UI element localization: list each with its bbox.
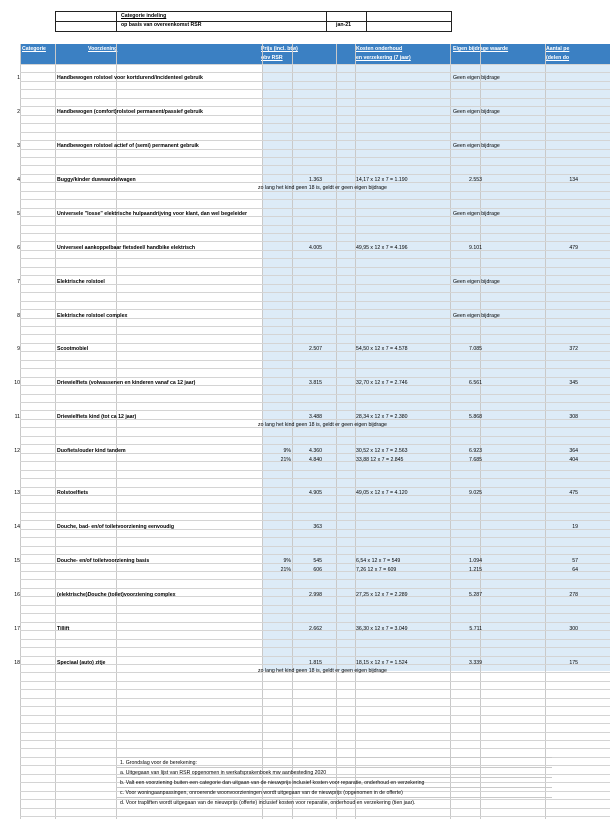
- col-header-voorziening: Voorziening: [88, 46, 118, 52]
- col-header-aantal-sub: (delen do: [546, 55, 570, 61]
- grid-row-line: [20, 284, 610, 285]
- row-aantal: 372: [569, 346, 578, 352]
- row-btw-percentage: 9%: [283, 448, 291, 454]
- row-aantal: 404: [569, 457, 578, 463]
- row-btw-percentage: 21%: [280, 457, 291, 463]
- grid-row-line: [20, 732, 610, 733]
- row-aantal: 300: [569, 626, 578, 632]
- grid-row-line: [20, 715, 610, 716]
- grid-row-line: [20, 292, 610, 293]
- grid-row-line: [20, 537, 610, 538]
- row-eigen-bijdrage-text: Geen eigen bijdrage: [453, 143, 500, 149]
- grid-row-line: [20, 174, 610, 175]
- grid-row-line: [20, 343, 610, 344]
- grid-row-line: [20, 613, 610, 614]
- grid-column-line: [292, 44, 293, 819]
- row-prijs: 4.005: [309, 245, 322, 251]
- grid-row-line: [20, 275, 610, 276]
- row-kosten: 49,05 x 12 x 7 = 4.120: [356, 490, 408, 496]
- row-voorziening: Buggy/kinder duwwandelwagen: [57, 177, 136, 183]
- grid-row-line: [20, 816, 610, 817]
- grid-row-line: [20, 698, 610, 699]
- row-aantal: 278: [569, 592, 578, 598]
- note-line: 1. Grondslag voor de berekening:: [116, 757, 552, 768]
- grid-row-line: [20, 334, 610, 335]
- row-prijs: 606: [313, 567, 322, 573]
- row-voorziening: Speciaal (auto) zitje: [57, 660, 106, 666]
- grid-row-line: [20, 301, 610, 302]
- row-kosten: 54,50 x 12 x 7 = 4.578: [356, 346, 408, 352]
- row-voorziening: Handbewogen (comfort)rolstoel permanent/passief gebruik: [57, 109, 203, 115]
- col-header-kosten: Kosten onderhoud: [356, 46, 403, 52]
- grid-row-line: [20, 478, 610, 479]
- row-eigen-bijdrage: 1.215: [469, 567, 482, 573]
- row-eigen-bijdrage: 5.868: [469, 414, 482, 420]
- grid-row-line: [20, 605, 610, 606]
- grid-column-line: [450, 44, 451, 819]
- row-kosten: 32,70 x 12 x 7 = 2.746: [356, 380, 408, 386]
- grid-row-line: [20, 309, 610, 310]
- row-number: 10: [14, 380, 20, 386]
- grid-row-line: [20, 723, 610, 724]
- row-prijs: 4.360: [309, 448, 322, 454]
- row-eigen-bijdrage: 7.685: [469, 457, 482, 463]
- grid-row-line: [20, 503, 610, 504]
- grid-row-line: [20, 622, 610, 623]
- grid-row-line: [20, 681, 610, 682]
- row-voorziening: Tillift: [57, 626, 70, 632]
- grid-row-line: [20, 740, 610, 741]
- row-aantal: 479: [569, 245, 578, 251]
- row-number: 3: [17, 143, 20, 149]
- row-eigen-bijdrage: 6.561: [469, 380, 482, 386]
- grid-row-line: [20, 436, 610, 437]
- row-number: 16: [14, 592, 20, 598]
- row-voorziening: (elektrische)Douche (toilet)voorziening complex: [57, 592, 176, 598]
- row-aantal: 475: [569, 490, 578, 496]
- row-kosten: 18,15 x 12 x 7 = 1.524: [356, 660, 408, 666]
- row-btw-percentage: 9%: [283, 558, 291, 564]
- row-kosten: 6,54 x 12 x 7 = 549: [356, 558, 401, 564]
- grid-row-line: [20, 165, 610, 166]
- row-kosten: 33,88 12 x 7 = 2.845: [356, 457, 404, 463]
- row-eigen-bijdrage: 6.923: [469, 448, 482, 454]
- row-voorziening: Scootmobiel: [57, 346, 89, 352]
- row-number: 6: [17, 245, 20, 251]
- grid-row-line: [20, 326, 610, 327]
- grid-column-line: [336, 44, 337, 819]
- note-line: c. Voor woningaanpassingen, onroerende woonvoorzieningen wordt uitgegaan van de nieuwprijs (opgenomen in de offerte): [116, 787, 552, 798]
- grid-column-line: [545, 44, 546, 819]
- grid-row-line: [20, 106, 610, 107]
- column-header-row: [20, 44, 610, 64]
- row-eigen-bijdrage: 9.101: [469, 245, 482, 251]
- row-eigen-bijdrage-text: Geen eigen bijdrage: [453, 313, 500, 319]
- row-prijs: 3.488: [309, 414, 322, 420]
- row-voorziening: Douche- en/of toiletvoorziening basis: [57, 558, 150, 564]
- row-number: 5: [17, 211, 20, 217]
- grid-row-line: [20, 394, 610, 395]
- grid-row-line: [20, 258, 610, 259]
- row-voorziening: Elektrische rolstoel: [57, 279, 105, 285]
- grid-row-line: [20, 199, 610, 200]
- row-aantal: 19: [572, 524, 578, 530]
- row-voorziening: Driewielfiets (volwassenen en kinderen vanaf ca 12 jaar): [57, 380, 196, 386]
- row-note: zo lang het kind geen 18 is, geldt er geen eigen bijdrage: [258, 668, 387, 674]
- row-number: 9: [17, 346, 20, 352]
- row-kosten: 14,17 x 12 x 7 = 1.190: [356, 177, 408, 183]
- row-aantal: 345: [569, 380, 578, 386]
- header-date: jan-21: [336, 22, 351, 28]
- row-prijs: 363: [313, 524, 322, 530]
- row-number: 13: [14, 490, 20, 496]
- row-voorziening: Universeel aankoppelbaar fietsdeel/ handbike elektrisch: [57, 245, 196, 251]
- grid-row-line: [20, 377, 610, 378]
- grid-row-line: [20, 123, 610, 124]
- col-header-categorie: Categorie: [22, 46, 46, 52]
- grid-row-line: [20, 208, 610, 209]
- grid-column-line: [116, 44, 117, 819]
- col-header-eigen-bijdrage: Eigen bijdrage waarde: [453, 46, 509, 52]
- row-voorziening: Handbewogen rolstoel voor kortdurend/incidenteel gebruik: [57, 75, 203, 81]
- row-number: 8: [17, 313, 20, 319]
- grid-row-line: [20, 360, 610, 361]
- row-kosten: 7,26 12 x 7 = 609: [356, 567, 397, 573]
- row-eigen-bijdrage: 3.339: [469, 660, 482, 666]
- grid-row-line: [20, 444, 610, 445]
- grid-row-line: [20, 487, 610, 488]
- grid-row-line: [20, 241, 610, 242]
- row-voorziening: Elektrische rolstoel complex: [57, 313, 128, 319]
- row-kosten: 49,95 x 12 x 7 = 4.196: [356, 245, 408, 251]
- grid-row-line: [20, 470, 610, 471]
- col-header-prijs: Prijs (incl. btw): [261, 46, 298, 52]
- grid-row-line: [20, 656, 610, 657]
- row-kosten: 30,52 x 12 x 7 = 2.563: [356, 448, 408, 454]
- grid-column-line: [355, 44, 356, 819]
- grid-row-line: [20, 579, 610, 580]
- row-voorziening: Driewielfiets kind (tot ca 12 jaar): [57, 414, 137, 420]
- grid-row-line: [20, 81, 610, 82]
- grid-row-line: [20, 233, 610, 234]
- note-line: d. Voor trapliften wordt uitgegaan van de nieuwprijs (offerte) inclusief kosten voor reparatie, onderhoud en verzekering (tien jaar).: [116, 797, 552, 808]
- grid-row-line: [20, 706, 610, 707]
- col-header-prijs-sub: obv RSR: [261, 55, 283, 61]
- row-eigen-bijdrage-text: Geen eigen bijdrage: [453, 279, 500, 285]
- row-prijs: 545: [313, 558, 322, 564]
- row-kosten: 27,25 x 12 x 7 = 2.289: [356, 592, 408, 598]
- row-eigen-bijdrage-text: Geen eigen bijdrage: [453, 75, 500, 81]
- col-header-kosten-sub: en verzekering (7 jaar): [356, 55, 411, 61]
- grid-column-line: [262, 44, 263, 819]
- grid-column-line: [480, 44, 481, 819]
- grid-row-line: [20, 588, 610, 589]
- row-kosten: 28,34 x 12 x 7 = 2.380: [356, 414, 408, 420]
- row-eigen-bijdrage-text: Geen eigen bijdrage: [453, 211, 500, 217]
- row-number: 1: [17, 75, 20, 81]
- header-box: [55, 11, 452, 32]
- row-prijs: 2.662: [309, 626, 322, 632]
- grid-row-line: [20, 554, 610, 555]
- row-number: 11: [14, 414, 20, 420]
- row-eigen-bijdrage: 5.287: [469, 592, 482, 598]
- row-eigen-bijdrage: 7.085: [469, 346, 482, 352]
- grid-row-line: [20, 89, 610, 90]
- grid-row-line: [20, 639, 610, 640]
- grid-row-line: [20, 748, 610, 749]
- note-line: a. Uitgegaan van lijst van RSR opgenomen in werkafsprakenboek mw aanbesteding 2020: [116, 767, 552, 778]
- row-prijs: 2.507: [309, 346, 322, 352]
- note-line: b. Valt een voorziening buiten een categorie dan uitgaan van de nieuwprijs inclusief kosten voor reparatie, onderhoud en verzekering: [116, 777, 552, 788]
- row-number: 17: [14, 626, 20, 632]
- row-eigen-bijdrage: 2.553: [469, 177, 482, 183]
- grid-row-line: [20, 410, 610, 411]
- grid-row-line: [20, 647, 610, 648]
- grid-column-line: [20, 44, 21, 819]
- row-number: 15: [14, 558, 20, 564]
- row-prijs: 1.363: [309, 177, 322, 183]
- row-number: 18: [14, 660, 20, 666]
- grid-row-line: [20, 546, 610, 547]
- row-eigen-bijdrage: 5.711: [469, 626, 482, 632]
- grid-row-line: [20, 64, 610, 65]
- row-voorziening: Handbewogen rolstoel actief of (semi) permanent gebruik: [57, 143, 199, 149]
- row-eigen-bijdrage: 1.094: [469, 558, 482, 564]
- grid-row-line: [20, 402, 610, 403]
- row-eigen-bijdrage-text: Geen eigen bijdrage: [453, 109, 500, 115]
- row-number: 4: [17, 177, 20, 183]
- row-number: 7: [17, 279, 20, 285]
- page-title: Categorie indeling: [121, 13, 167, 19]
- grid-row-line: [20, 267, 610, 268]
- row-prijs: 2.998: [309, 592, 322, 598]
- grid-row-line: [20, 132, 610, 133]
- row-aantal: 308: [569, 414, 578, 420]
- row-voorziening: Duofiets/ouder kind tandem: [57, 448, 126, 454]
- row-aantal: 134: [569, 177, 578, 183]
- row-note: zo lang het kind geen 18 is, geldt er geen eigen bijdrage: [258, 422, 387, 428]
- row-aantal: 364: [569, 448, 578, 454]
- row-prijs: 4.905: [309, 490, 322, 496]
- row-number: 14: [14, 524, 20, 530]
- row-btw-percentage: 21%: [280, 567, 291, 573]
- row-voorziening: Douche, bad- en/of toiletvoorziening eenvoudig: [57, 524, 175, 530]
- row-note: zo lang het kind geen 18 is, geldt er geen eigen bijdrage: [258, 185, 387, 191]
- row-prijs: 1.815: [309, 660, 322, 666]
- row-voorziening: Rolstoelfiets: [57, 490, 89, 496]
- grid-row-line: [20, 140, 610, 141]
- row-eigen-bijdrage: 9.025: [469, 490, 482, 496]
- grid-row-line: [20, 72, 610, 73]
- row-number: 12: [14, 448, 20, 454]
- row-prijs: 4.840: [309, 457, 322, 463]
- row-aantal: 175: [569, 660, 578, 666]
- row-voorziening: Universele "losse" elektrische hulpaandrijving voor klant, dan wel begeleider: [57, 211, 248, 217]
- row-kosten: 36,30 x 12 x 7 = 3.049: [356, 626, 408, 632]
- grid-row-line: [20, 368, 610, 369]
- row-prijs: 3.815: [309, 380, 322, 386]
- grid-row-line: [20, 157, 610, 158]
- grid-row-line: [20, 98, 610, 99]
- grid-row-line: [20, 225, 610, 226]
- grid-row-line: [20, 520, 610, 521]
- row-aantal: 57: [572, 558, 578, 564]
- row-aantal: 64: [572, 567, 578, 573]
- grid-row-line: [20, 512, 610, 513]
- grid-column-line: [55, 44, 56, 819]
- row-number: 2: [17, 109, 20, 115]
- col-header-aantal: Aantal pe: [546, 46, 570, 52]
- page-subtitle: op basis van overeenkomst RSR: [121, 22, 202, 28]
- grid-row-line: [20, 689, 610, 690]
